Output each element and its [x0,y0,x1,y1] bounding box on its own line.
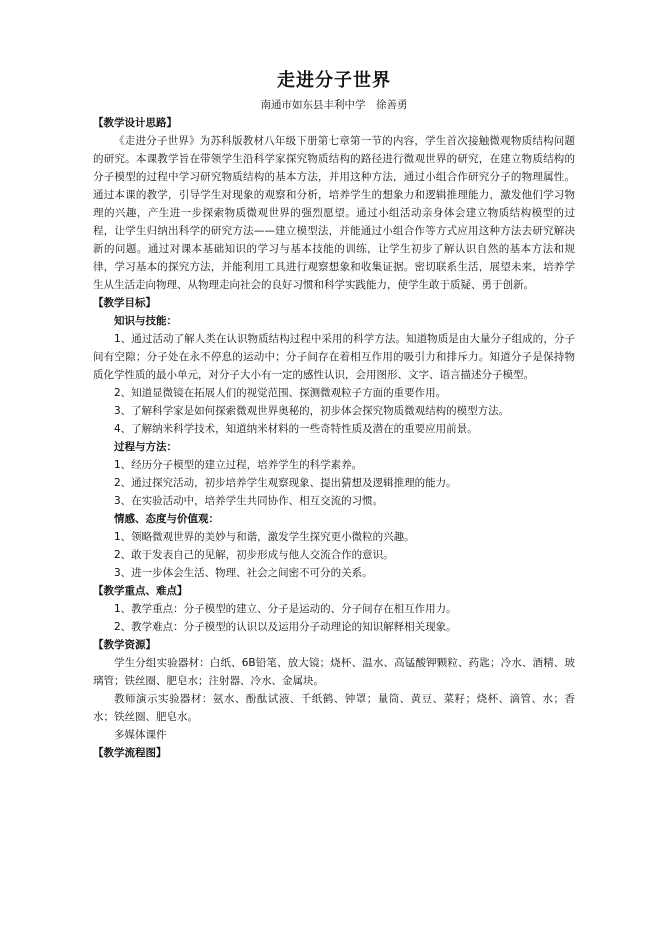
emotion-item: 1、领略微观世界的美妙与和谐，激发学生探究更小微粒的兴趣。 [114,531,415,543]
subheading-emotion: 情感、态度与价值观： [114,513,219,525]
process-item: 2、通过探究活动，初步培养学生观察现象、提出猜想及逻辑推理的能力。 [114,477,457,489]
author-line: 南通市如东县丰利中学 徐善勇 [260,99,408,111]
section-heading-goals: 【教学目标】 [93,297,156,309]
knowledge-item: 3、了解科学家是如何探索微观世界奥秘的，初步体会探究物质微观结构的模型方法。 [114,405,510,417]
page-title: 走进分子世界 [277,70,391,91]
resource-item: 多媒体课件 [114,729,167,741]
subheading-knowledge: 知识与技能： [114,315,177,327]
section-heading-keypoints: 【教学重点、难点】 [93,585,188,597]
knowledge-item: 1、通过活动了解人类在认识物质结构过程中采用的科学方法。知道物质是由大量分子组成的，分子间有空隙；分子处在永不停息的运动中；分子间存在着相互作用的吸引力和排斥力。知道分子是保持物质化学性质的最小单元，对分子大小有一定的感性认识，会用图形、文字、语言描述分子模型。 [93,333,575,381]
emotion-item: 3、进一步体会生活、物理、社会之间密不可分的关系。 [114,567,373,579]
resource-item: 教师演示实验器材：氨水、酚酞试液、千纸鹤、钟罩；量筒、黄豆、菜籽；烧杯、滴管、水；香水；铁丝圈、肥皂水。 [93,693,575,723]
section-heading-flow: 【教学流程图】 [93,747,167,759]
process-item: 1、经历分子模型的建立过程，培养学生的科学素养。 [114,459,363,471]
process-item: 3、在实验活动中，培养学生共同协作、相互交流的习惯。 [114,495,384,507]
subheading-process: 过程与方法： [114,441,177,453]
knowledge-item: 4、了解纳米科学技术，知道纳米材料的一些奇特性质及潜在的重要应用前景。 [114,423,478,435]
keypoint-item: 2、教学难点：分子模型的认识以及运用分子动理论的知识解释相关现象。 [114,621,457,633]
knowledge-item: 2、知道显微镜在拓展人们的视觉范围、探测微观粒子方面的重要作用。 [114,387,447,399]
document-page [93,62,575,762]
section-heading-resources: 【教学资源】 [93,639,156,651]
design-paragraph: 《走进分子世界》为苏科版教材八年级下册第七章第一节的内容，学生首次接触微观物质结构问题的研究。本课教学旨在带领学生沿科学家探究物质结构的路径进行微观世界的研究，在建立物质结构的分子模型的过程中学习研究物质结构的基本方法，并用这种方法，通过小组合作研究分子的物理属性。通过本课的教学，引导学生对现象的观察和分析，培养学生的想象力和逻辑推理能力，激发他们学习物理的兴趣，产生进一步探索物质微观世界的强烈愿望。通过小组活动亲身体会建立物质结构模型的过程，让学生归纳出科学的研究方法——建立模型法，并能通过小组合作等方式应用这种方法去研究解决新的问题。通过对课本基础知识的学习与基本技能的训练，让学生初步了解认识自然的基本方法和规律，学习基本的探究方法，并能利用工具进行观察想象和收集证据。密切联系生活，展望未来，培养学生从生活走向物理、从物理走向社会的良好习惯和科学实践能力，使学生敢于质疑、勇于创新。 [93,135,575,291]
resource-item: 学生分组实验器材：白纸、6B铅笔、放大镜；烧杯、温水、高锰酸钾颗粒、药匙；冷水、酒精、玻璃管；铁丝圈、肥皂水；注射器、冷水、金属块。 [93,657,575,687]
emotion-item: 2、敢于发表自己的见解，初步形成与他人交流合作的意识。 [114,549,394,561]
keypoint-item: 1、教学重点：分子模型的建立、分子是运动的、分子间存在相互作用力。 [114,603,457,615]
section-heading-design: 【教学设计思路】 [93,117,177,129]
